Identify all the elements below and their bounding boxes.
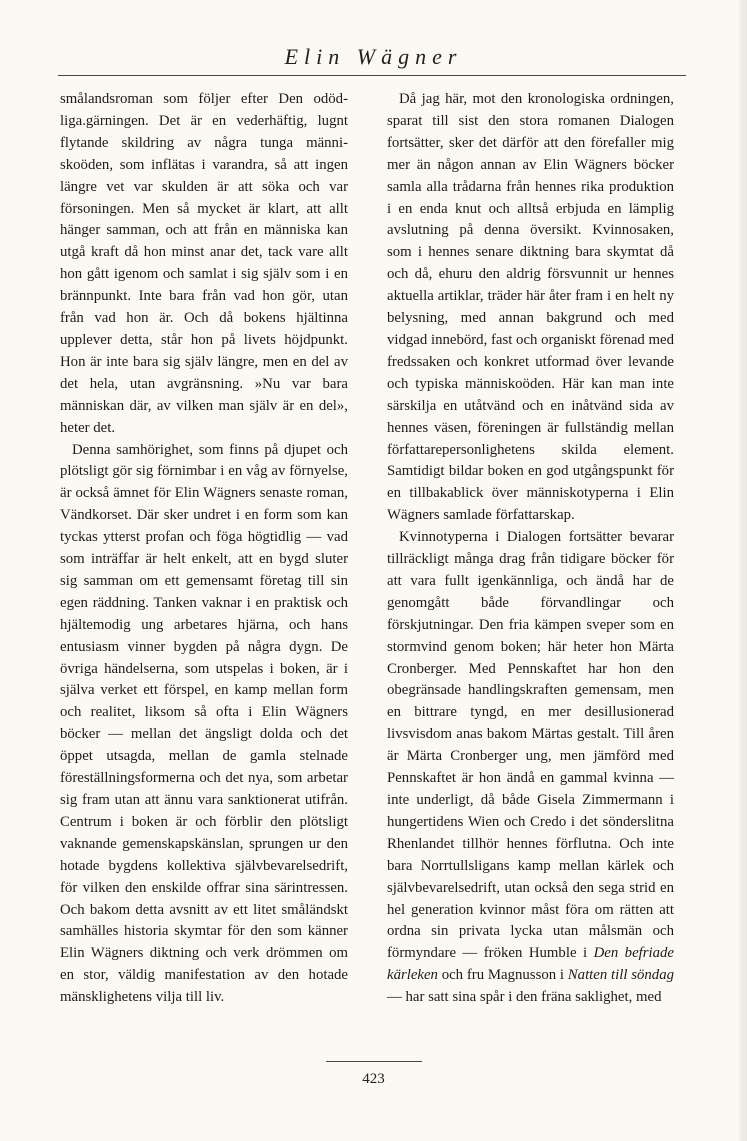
book-title-befriade-karleken: Den befriade kärleken [387,945,674,984]
header-rule [58,75,686,76]
right-paragraph-2-text-a: Kvinnotyperna i Dialogen fortsätter bevarar tillräckligt många drag från tidigare böcker för att vara fullt igenkännliga, och ändå har de genomgått både förvandlingar och förskjutningar. Den fria kämpen sveper som en stormvind genom boken; här heter hon Märta Cronberger. Med Pennskaftet har hon den obegränsade handlingskraften gemensam, men en bittrare tyngd, en mer desillusionerad livsvisdom anas bakom Märtas gestalt. Till åren är Märta Cronberger ung, men jämförd med Pennskaftet är hon ändå en gammal kvinna — inte underligt, då både Gisela Zimmermann i hungertidens Wien och Credo i det sönderslitna Rhenlandet tillhör hennes förflutna. Och inte bara Norrtullsligans kamp mellan kärlek och självbevarelsedrift, utan också den sega strid en hel generation kvinnor måst föra om rätten att ordna sin privata lycka utan målsmän och förmyndare — fröken Humble i [387,529,674,962]
right-paragraph-2 [387,527,674,1009]
footer-rule [326,1061,422,1062]
right-paragraph-2-text-b: och fru Magnusson i [441,967,565,984]
book-title-natten-till-sondag: Natten till söndag [567,967,674,984]
right-paragraph-2-text-c: — har satt sina spår i den fräna saklighet, med [387,989,662,1006]
page-number: 423 [362,1071,385,1087]
right-paragraph-1: Då jag här, mot den kronologiska ordningen, sparat till sist den stora romanen Dialogen fortsätter, sker det därför att den förefaller mig mer än någon annan av Elin Wägners böcker samla alla trådarna från hennes rika produktion i en enda knut och alltså erbjuda en lämplig avslutning på denna översikt. Kvinnosaken, som i hennes senare diktning bara skymtat då och då, ehuru den aldrig försvunnit ur hennes aktuella artiklar, träder här åter fram i en helt ny belysning, med annan bakgrund och med vidgad innebörd, fast och organiskt förenad med fredssaken och konkret utformad över levande och typiska människoöden. Här kan man inte särskilja en utåtvänd och en inåtvänd sida av hennes väsen, föreningen är fullständig mellan författarepersonlighetens skilda element. Samtidigt bildar boken en god utgångspunkt för en tillbakablick över människotyperna i Elin Wägners samlade författarskap. [387,91,674,524]
right-column [387,89,674,1009]
left-column [60,89,348,1009]
left-paragraph-1: smålandsroman som följer efter Den odödliga.gärningen. Det är en vederhäftig, lugnt flytande skildring av några tunga människoöden, som inflätas i varandra, så att ingen längre vet var skulden är att söka och var försoningen. Men så mycket är klart, att allt hänger samman, och att från en människa kan utgå kraft då hon minst anar det, tack vare allt hon gått igenom och samlat i sig själv som i en brännpunkt. Inte bara från vad hon gör, utan från vad hon är. Och då bokens hjältinna upplever detta, står hon på livets höjdpunkt. Hon är inte bara sig själv längre, men en del av det hela, utan avgränsning. »Nu var bara människan där, av vilken man själv är en del», heter det. [60,91,348,436]
left-paragraph-2: Denna samhörighet, som finns på djupet och plötsligt gör sig förnimbar i en våg av förnyelse, är också ämnet för Elin Wägners senaste roman, Vändkorset. Där sker undret i en form som kan tyckas ytterst profan och föga högtidlig — vad som inträffar är helt enkelt, att en bygd sluter sig samman om ett gemensamt företag till sin egen räddning. Tanken vaknar i en praktisk och hjältemodig ung arbetares hjärna, och hans entusiasm vinner bygden på några dygn. De övriga händelserna, som utspelas i boken, är i själva verket ett förspel, en kamp mellan form och realitet, liksom så ofta i Elin Wägners böcker — mellan det ängsligt dolda och det öppet utsagda, mellan de gamla stelnade föreställningsformerna och det nya, som arbetar sig fram utan att ännu vara sanktionerat utifrån. Centrum i boken är och förblir den plötsligt vaknande gemenskapskänslan, sprungen ur den hotade bygdens kollektiva självbevarelsedrift, för vilken den enskilde offrar sina särintressen. Och bakom detta avsnitt av ett litet småländskt samhälles historia skymtar för den som känner Elin Wägners diktning och verk drömmen om en stor, väldig manifestation av den hotade mänsklighetens vilja till liv. [60,441,348,1006]
page-edge [739,0,747,1141]
running-head: Elin Wägner [284,44,463,69]
